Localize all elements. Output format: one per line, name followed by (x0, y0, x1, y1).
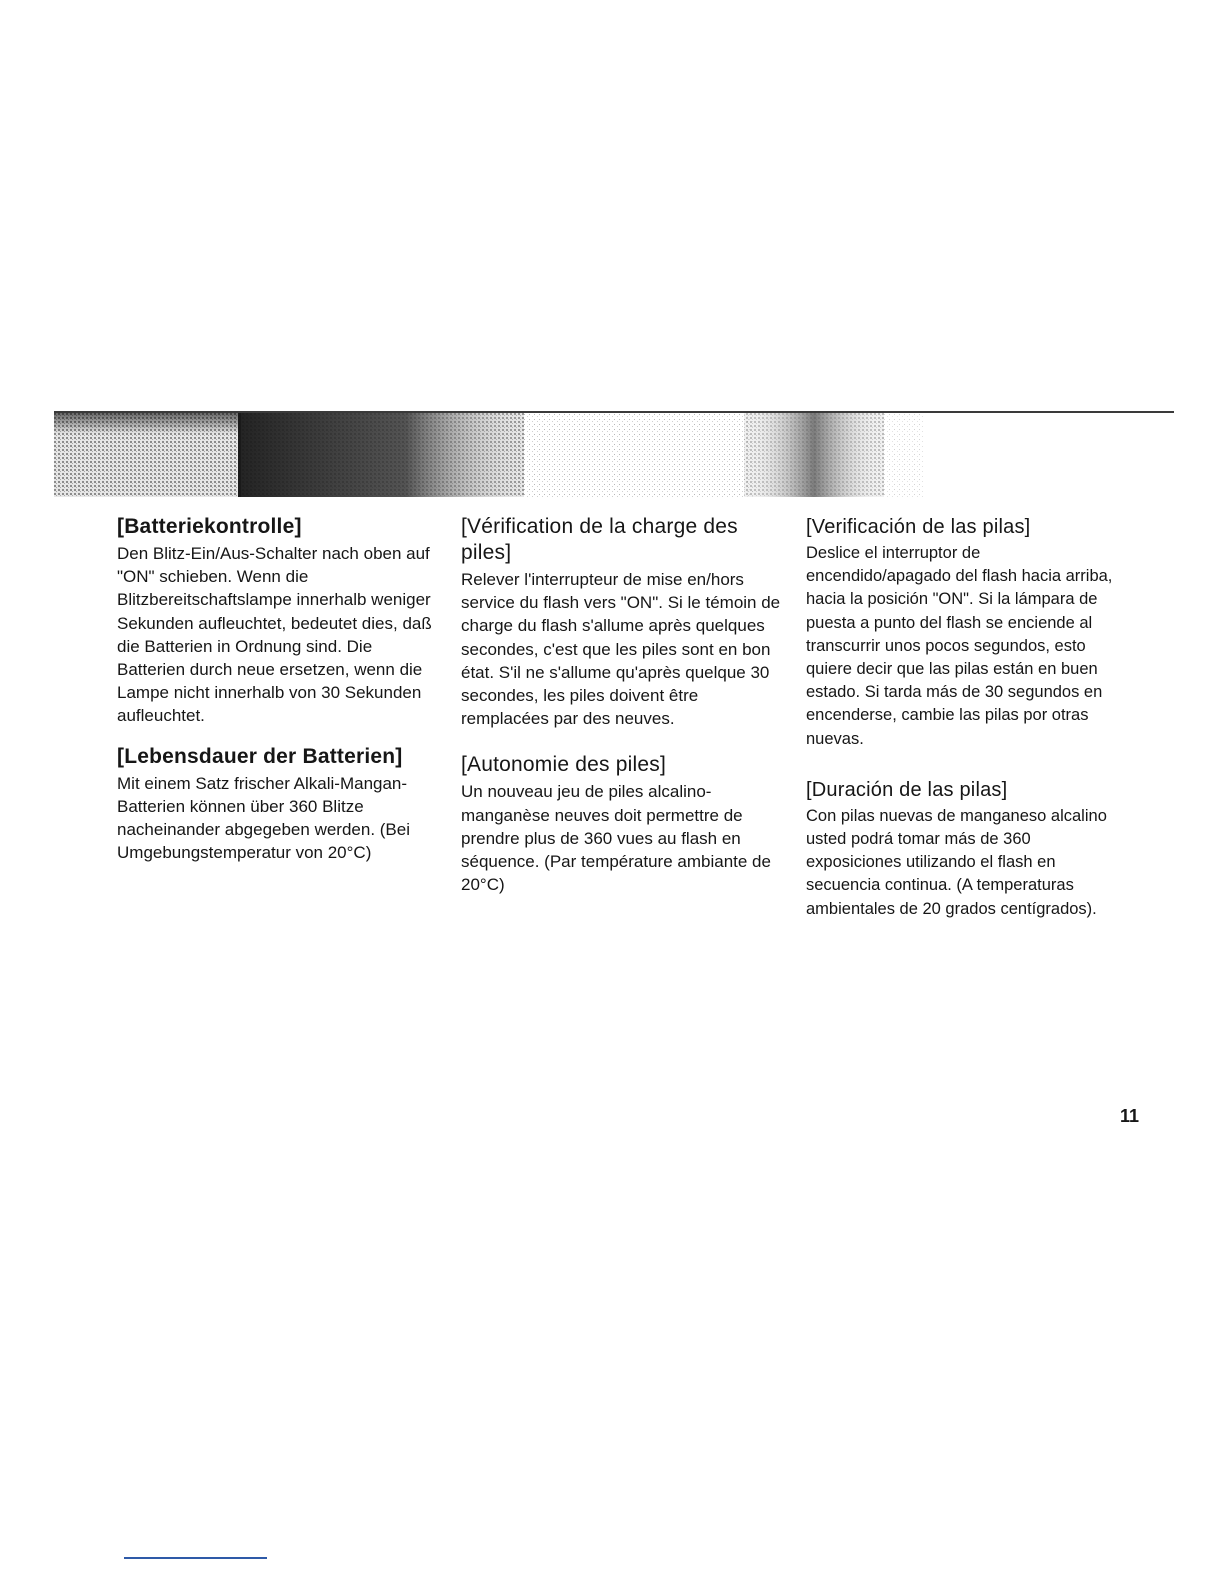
spanish-battery-life-body: Con pilas nuevas de manganeso alcalino usted podrá tomar más de 360 exposiciones utilizando el flash en secuencia continua. (A temperaturas ambientales de 20 grados centígrados). (806, 806, 1107, 918)
german-column (117, 514, 437, 880)
spanish-battery-check-section (806, 514, 1126, 751)
bottom-rule (124, 1557, 267, 1559)
french-column (461, 514, 781, 912)
spanish-column (806, 514, 1126, 937)
german-battery-check-title: [Batteriekontrolle] (117, 515, 302, 538)
german-battery-life-title: [Lebensdauer der Batterien] (117, 744, 403, 768)
french-battery-check-body: Relever l'interrupteur de mise en/hors service du flash vers "ON". Si le témoin de charge du flash s'allume après quelques secondes, c'est que les piles sont en bon état. S'il ne s'allume qu'après quelque 30 secondes, les piles doivent être remplacées par des neuves. (461, 570, 781, 729)
header-band (54, 409, 1174, 497)
spanish-battery-check-body: Deslice el interruptor de encendido/apagado del flash hacia arriba, hacia la posición "ON". Si la lámpara de puesta a punto del flash se enciende al transcurrir unos pocos segundos, esto quiere decir que las pilas están en buen estado. Si tarda más de 30 segundos en encenderse, cambie las pilas por otras nuevas. (806, 544, 1113, 748)
french-battery-life-body: Un nouveau jeu de piles alcalino-manganèse neuves doit permettre de prendre plus de 360 vues au flash en séquence. (Par température ambiante de 20°C) (461, 782, 771, 895)
header-band-graphic (54, 409, 1174, 497)
french-battery-check-title: [Vérification de la charge des piles] (461, 515, 738, 564)
french-battery-check-section (461, 514, 781, 730)
french-battery-life-section (461, 752, 781, 896)
german-battery-check-body: Den Blitz-Ein/Aus-Schalter nach oben auf "ON" schieben. Wenn die Blitzbereitschaftslampe innerhalb weniger Sekunden aufleuchtet, bedeutet dies, daß die Batterien in Ordnung sind. Die Batterien durch neue ersetzen, wenn die Lampe nicht innerhalb von 30 Sekunden aufleuchtet. (117, 544, 432, 726)
page-number: 11 (1120, 1106, 1140, 1126)
french-battery-life-title: [Autonomie des piles] (461, 753, 666, 777)
spanish-battery-check-title: [Verificación de las pilas] (806, 516, 1031, 538)
spanish-battery-life-section (806, 777, 1126, 921)
german-battery-check-section (117, 514, 437, 728)
german-battery-life-body: Mit einem Satz frischer Alkali-Mangan-Batterien können über 360 Blitze nacheinander abgegeben werden. (Bei Umgebungstemperatur von 20°C) (117, 773, 411, 863)
german-battery-life-section (117, 744, 437, 865)
spanish-battery-life-title: [Duración de las pilas] (806, 778, 1008, 801)
